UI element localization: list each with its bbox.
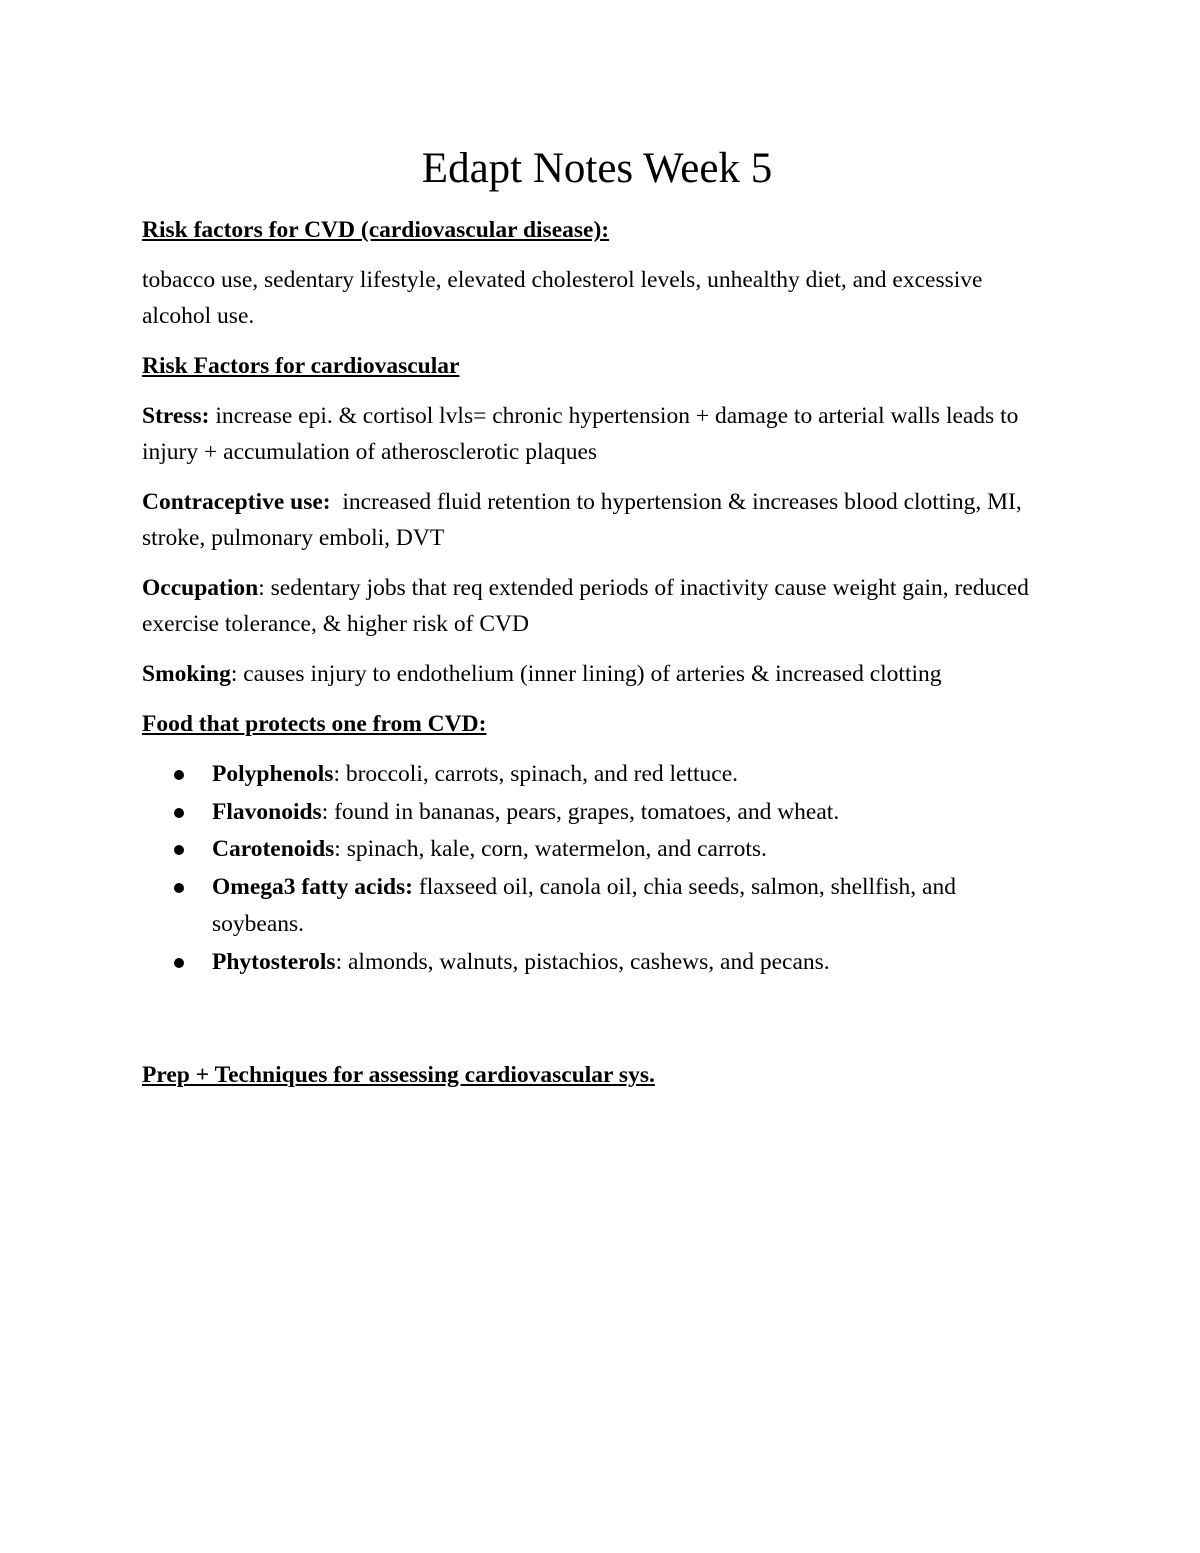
spacer (142, 981, 1052, 1057)
risk-text: increase epi. & cortisol lvls= chronic hypertension + damage to arterial walls leads to injury + accumulation of atherosclerotic plaques (142, 403, 1019, 465)
risk-item-stress (142, 398, 1052, 470)
list-item (142, 794, 1052, 832)
food-text: : broccoli, carrots, spinach, and red lettuce. (333, 761, 739, 787)
risk-text: increased fluid retention to hypertension & increases blood clotting, MI, stroke, pulmonary emboli, DVT (142, 489, 1028, 551)
document-page (142, 140, 1052, 1107)
risk-item-smoking (142, 656, 1052, 692)
bullet-icon (174, 770, 184, 780)
bullet-icon (174, 883, 184, 893)
risk-term: Stress: (142, 403, 210, 429)
risk-item-occupation (142, 570, 1052, 642)
list-item (142, 831, 1052, 869)
section-heading-cardiovascular-risk: Risk Factors for cardiovascular (142, 353, 460, 379)
risk-term: Contraceptive use: (142, 489, 331, 515)
document-title: Edapt Notes Week 5 (421, 145, 773, 192)
list-item (142, 944, 1052, 982)
food-term: Flavonoids (212, 798, 322, 825)
section-heading-cvd-risk: Risk factors for CVD (cardiovascular disease): (142, 217, 610, 243)
bullet-icon (174, 845, 184, 855)
section-heading-protective-food: Food that protects one from CVD: (142, 711, 487, 737)
food-term: Omega3 fatty acids: (212, 873, 414, 900)
food-text: flaxseed oil, canola oil, chia seeds, salmon, shellfish, and soybeans. (212, 873, 956, 937)
list-item (142, 756, 1052, 794)
food-term: Phytosterols (212, 948, 336, 975)
protective-food-list (142, 756, 1052, 981)
food-term: Carotenoids (212, 836, 335, 862)
list-item (142, 869, 1052, 944)
risk-item-contraceptive (142, 484, 1052, 556)
section-heading-assessment: Prep + Techniques for assessing cardiovascular sys. (142, 1062, 655, 1088)
food-text: : spinach, kale, corn, watermelon, and carrots. (334, 836, 767, 862)
risk-term: Smoking (142, 661, 231, 687)
risk-term: Occupation (142, 575, 259, 601)
food-term: Polyphenols (212, 761, 334, 787)
cvd-risk-factors-text: tobacco use, sedentary lifestyle, elevated cholesterol levels, unhealthy diet, and excessive alcohol use. (142, 267, 983, 329)
bullet-icon (174, 808, 184, 818)
food-text: : found in bananas, pears, grapes, tomatoes, and wheat. (321, 798, 840, 825)
risk-text: : sedentary jobs that req extended periods of inactivity cause weight gain, reduced exercise tolerance, & higher risk of CVD (142, 575, 1029, 637)
food-text: : almonds, walnuts, pistachios, cashews, and pecans. (335, 948, 830, 975)
bullet-icon (174, 958, 184, 968)
risk-text: : causes injury to endothelium (inner lining) of arteries & increased clotting (230, 661, 942, 687)
